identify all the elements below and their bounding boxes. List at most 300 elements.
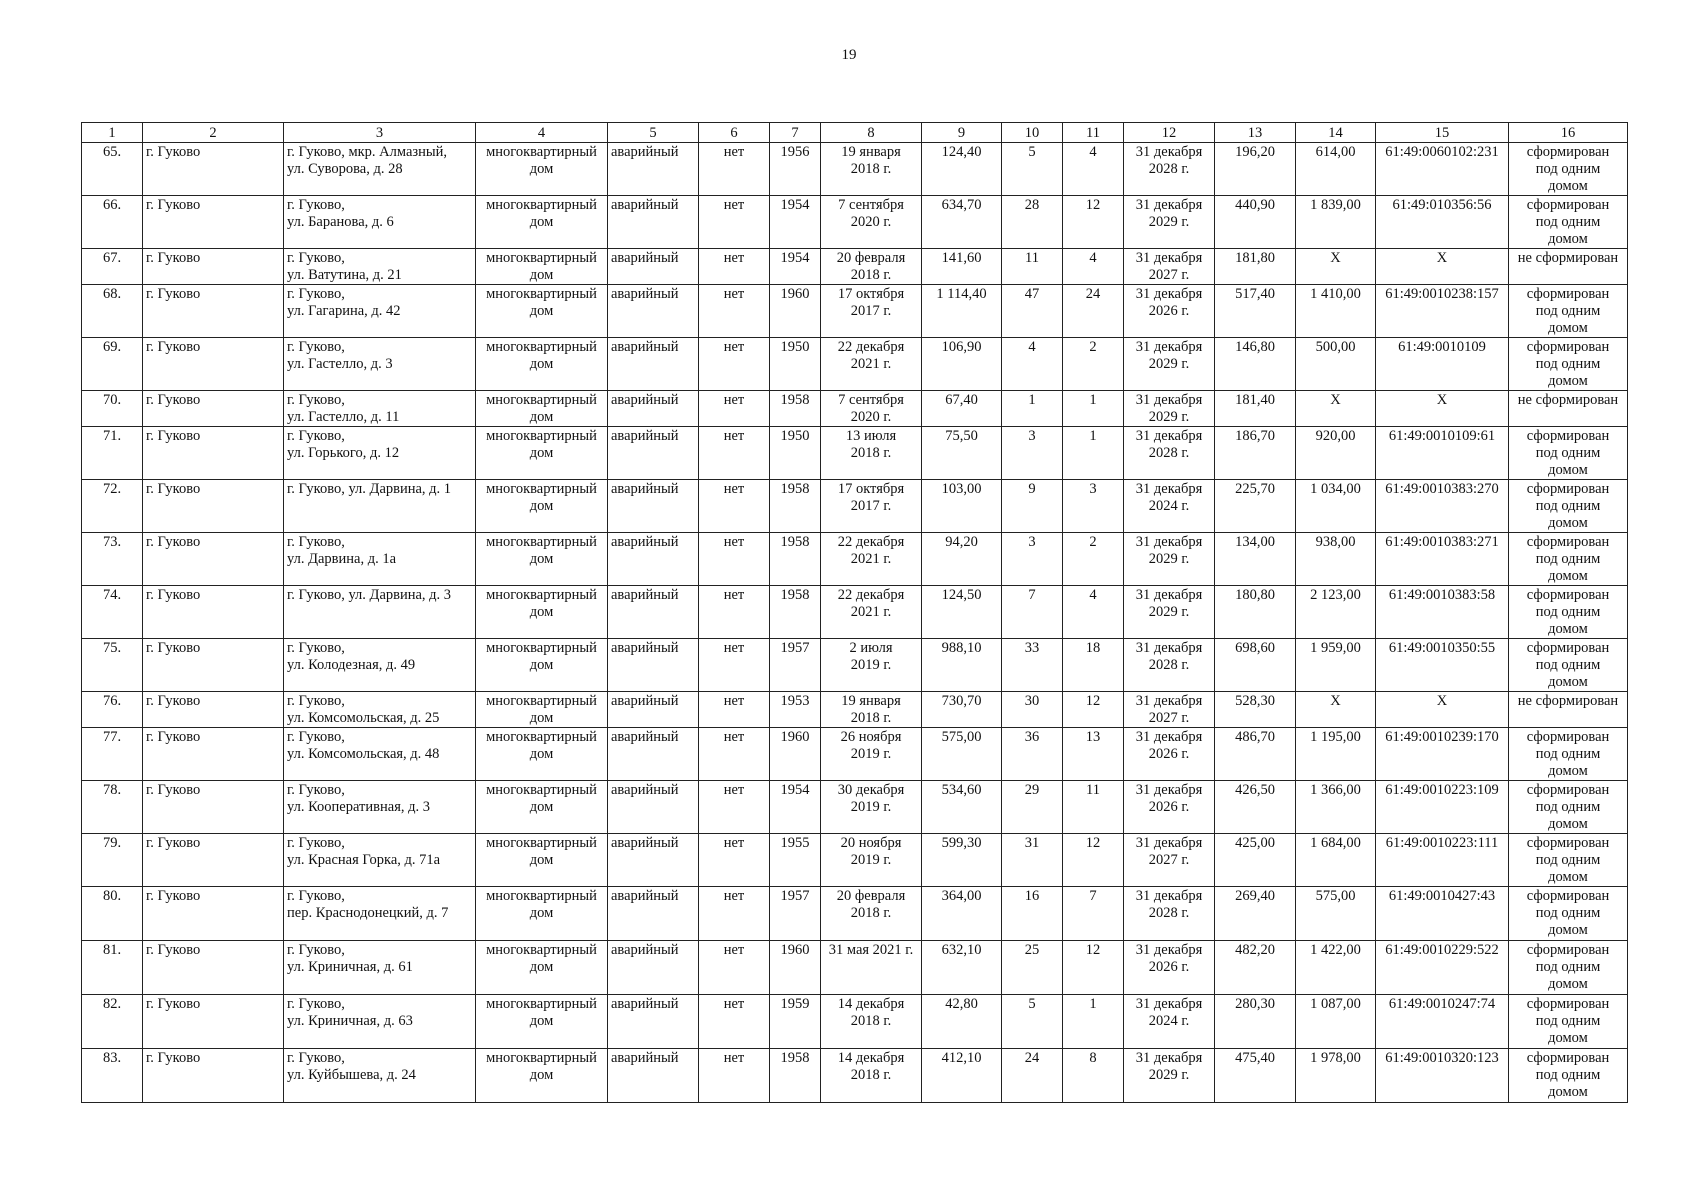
land-status-cell-line: сформирован bbox=[1526, 640, 1610, 656]
resettlement-deadline-cell-line: 2027 г. bbox=[1148, 710, 1190, 726]
col14-cell: 1 422,00 bbox=[1296, 941, 1376, 995]
land-status-cell-line: сформирован bbox=[1526, 481, 1610, 497]
building-type-cell-line: многоквартирный bbox=[486, 144, 597, 160]
municipality-cell: г. Гуково bbox=[143, 941, 284, 995]
building-type-cell-line: дом bbox=[529, 267, 554, 283]
col14-cell: 1 034,00 bbox=[1296, 480, 1376, 533]
condition-cell: аварийный bbox=[608, 338, 699, 391]
year-cell: 1958 bbox=[770, 480, 821, 533]
table-row bbox=[82, 639, 1628, 692]
land-status-cell-line: под одним bbox=[1535, 959, 1601, 975]
address-cell bbox=[284, 692, 476, 728]
resettlement-deadline-cell bbox=[1124, 196, 1215, 249]
building-type-cell bbox=[476, 639, 608, 692]
building-type-cell-line: многоквартирный bbox=[486, 481, 597, 497]
table-row bbox=[82, 285, 1628, 338]
col13-cell: 196,20 bbox=[1215, 143, 1296, 196]
recognition-date-cell-line: 19 января bbox=[841, 693, 901, 709]
resettlement-deadline-cell-line: 2027 г. bbox=[1148, 852, 1190, 868]
row-number: 71. bbox=[82, 427, 143, 480]
recognition-date-cell-line: 2019 г. bbox=[850, 746, 892, 762]
recognition-date-cell bbox=[821, 941, 922, 995]
resettlement-deadline-cell-line: 31 декабря bbox=[1135, 888, 1203, 904]
table-row bbox=[82, 995, 1628, 1049]
row-number: 82. bbox=[82, 995, 143, 1049]
cadastral-number-cell: 61:49:0010383:58 bbox=[1376, 586, 1509, 639]
col13-cell: 186,70 bbox=[1215, 427, 1296, 480]
building-type-cell-line: дом bbox=[529, 161, 554, 177]
address-cell bbox=[284, 887, 476, 941]
resettlement-deadline-cell bbox=[1124, 249, 1215, 285]
building-type-cell bbox=[476, 728, 608, 781]
recognition-date-cell bbox=[821, 427, 922, 480]
resettlement-deadline-cell-line: 31 декабря bbox=[1135, 392, 1203, 408]
col10-cell: 47 bbox=[1002, 285, 1063, 338]
municipality-cell: г. Гуково bbox=[143, 781, 284, 834]
building-type-cell-line: дом bbox=[529, 1013, 554, 1029]
land-status-cell-line: домом bbox=[1548, 1084, 1588, 1100]
year-cell: 1950 bbox=[770, 427, 821, 480]
resettlement-deadline-cell bbox=[1124, 1049, 1215, 1103]
address-cell-line: г. Гуково, bbox=[287, 428, 345, 444]
building-type-cell-line: дом bbox=[529, 710, 554, 726]
building-type-cell-line: дом bbox=[529, 604, 554, 620]
building-type-cell bbox=[476, 781, 608, 834]
recognition-date-cell-line: 2019 г. bbox=[850, 657, 892, 673]
building-type-cell-line: многоквартирный bbox=[486, 693, 597, 709]
land-status-cell bbox=[1509, 834, 1628, 887]
recognition-date-cell-line: 2018 г. bbox=[850, 1013, 892, 1029]
land-status-cell-line: домом bbox=[1548, 462, 1588, 478]
building-type-cell-line: многоквартирный bbox=[486, 392, 597, 408]
column-header: 10 bbox=[1002, 123, 1063, 143]
row-number: 65. bbox=[82, 143, 143, 196]
column-header: 14 bbox=[1296, 123, 1376, 143]
land-status-cell-line: сформирован bbox=[1526, 286, 1610, 302]
recognition-date-cell-line: 20 февраля bbox=[836, 888, 906, 904]
recognition-date-cell-line: 7 сентября bbox=[838, 392, 904, 408]
municipality-cell: г. Гуково bbox=[143, 692, 284, 728]
recognition-date-cell bbox=[821, 728, 922, 781]
building-type-cell-line: дом bbox=[529, 409, 554, 425]
year-cell: 1955 bbox=[770, 834, 821, 887]
resettlement-deadline-cell bbox=[1124, 338, 1215, 391]
recognition-date-cell-line: 19 января bbox=[841, 144, 901, 160]
column-header: 9 bbox=[922, 123, 1002, 143]
col6-cell: нет bbox=[699, 887, 770, 941]
address-cell-line: г. Гуково, bbox=[287, 392, 345, 408]
land-status-cell-line: сформирован bbox=[1526, 996, 1610, 1012]
land-status-cell bbox=[1509, 995, 1628, 1049]
address-cell-line: г. Гуково, bbox=[287, 942, 345, 958]
area-cell: 42,80 bbox=[922, 995, 1002, 1049]
col14-cell: X bbox=[1296, 692, 1376, 728]
land-status-cell-line: под одним bbox=[1535, 852, 1601, 868]
col13-cell: 146,80 bbox=[1215, 338, 1296, 391]
condition-cell: аварийный bbox=[608, 781, 699, 834]
resettlement-deadline-cell-line: 31 декабря bbox=[1135, 587, 1203, 603]
address-cell-line: г. Гуково, bbox=[287, 782, 345, 798]
table-row bbox=[82, 480, 1628, 533]
resettlement-deadline-cell-line: 2028 г. bbox=[1148, 445, 1190, 461]
land-status-cell bbox=[1509, 941, 1628, 995]
building-type-cell-line: многоквартирный bbox=[486, 942, 597, 958]
building-type-cell-line: дом bbox=[529, 303, 554, 319]
recognition-date-cell-line: 22 декабря bbox=[837, 587, 905, 603]
year-cell: 1960 bbox=[770, 285, 821, 338]
recognition-date-cell-line: 2 июля bbox=[849, 640, 893, 656]
resettlement-deadline-cell-line: 31 декабря bbox=[1135, 481, 1203, 497]
col10-cell: 11 bbox=[1002, 249, 1063, 285]
housing-registry-table bbox=[81, 122, 1628, 1103]
building-type-cell bbox=[476, 887, 608, 941]
land-status-cell-line: не сформирован bbox=[1517, 693, 1619, 709]
resettlement-deadline-cell-line: 31 декабря bbox=[1135, 1050, 1203, 1066]
year-cell: 1957 bbox=[770, 887, 821, 941]
resettlement-deadline-cell-line: 31 декабря bbox=[1135, 197, 1203, 213]
col6-cell: нет bbox=[699, 196, 770, 249]
col11-cell: 2 bbox=[1063, 533, 1124, 586]
building-type-cell-line: дом bbox=[529, 445, 554, 461]
address-cell bbox=[284, 533, 476, 586]
recognition-date-cell-line: 2017 г. bbox=[850, 498, 892, 514]
resettlement-deadline-cell bbox=[1124, 143, 1215, 196]
col13-cell: 134,00 bbox=[1215, 533, 1296, 586]
resettlement-deadline-cell-line: 2029 г. bbox=[1148, 356, 1190, 372]
resettlement-deadline-cell-line: 2026 г. bbox=[1148, 959, 1190, 975]
col11-cell: 12 bbox=[1063, 692, 1124, 728]
col14-cell: 500,00 bbox=[1296, 338, 1376, 391]
building-type-cell-line: многоквартирный bbox=[486, 197, 597, 213]
resettlement-deadline-cell-line: 2027 г. bbox=[1148, 267, 1190, 283]
address-cell-line: г. Гуково, ул. Дарвина, д. 3 bbox=[287, 587, 452, 603]
address-cell-line: ул. Суворова, д. 28 bbox=[287, 161, 403, 177]
col11-cell: 12 bbox=[1063, 834, 1124, 887]
row-number: 76. bbox=[82, 692, 143, 728]
address-cell bbox=[284, 834, 476, 887]
land-status-cell bbox=[1509, 639, 1628, 692]
column-header: 6 bbox=[699, 123, 770, 143]
recognition-date-cell bbox=[821, 1049, 922, 1103]
municipality-cell: г. Гуково bbox=[143, 480, 284, 533]
row-number: 77. bbox=[82, 728, 143, 781]
land-status-cell-line: домом bbox=[1548, 1030, 1588, 1046]
recognition-date-cell bbox=[821, 586, 922, 639]
resettlement-deadline-cell-line: 31 декабря bbox=[1135, 640, 1203, 656]
recognition-date-cell-line: 22 декабря bbox=[837, 339, 905, 355]
table-row bbox=[82, 196, 1628, 249]
col13-cell: 225,70 bbox=[1215, 480, 1296, 533]
address-cell bbox=[284, 781, 476, 834]
recognition-date-cell-line: 14 декабря bbox=[837, 1050, 905, 1066]
table-body bbox=[82, 143, 1628, 1103]
resettlement-deadline-cell-line: 31 декабря bbox=[1135, 144, 1203, 160]
condition-cell: аварийный bbox=[608, 427, 699, 480]
area-cell: 988,10 bbox=[922, 639, 1002, 692]
condition-cell: аварийный bbox=[608, 995, 699, 1049]
building-type-cell-line: дом bbox=[529, 905, 554, 921]
col14-cell: 614,00 bbox=[1296, 143, 1376, 196]
resettlement-deadline-cell-line: 2024 г. bbox=[1148, 1013, 1190, 1029]
land-status-cell-line: сформирован bbox=[1526, 888, 1610, 904]
building-type-cell-line: многоквартирный bbox=[486, 888, 597, 904]
land-status-cell-line: домом bbox=[1548, 976, 1588, 992]
building-type-cell bbox=[476, 692, 608, 728]
col13-cell: 181,80 bbox=[1215, 249, 1296, 285]
resettlement-deadline-cell bbox=[1124, 728, 1215, 781]
land-status-cell-line: домом bbox=[1548, 763, 1588, 779]
building-type-cell-line: многоквартирный bbox=[486, 286, 597, 302]
col11-cell: 12 bbox=[1063, 941, 1124, 995]
recognition-date-cell-line: 2020 г. bbox=[850, 214, 892, 230]
resettlement-deadline-cell bbox=[1124, 941, 1215, 995]
building-type-cell bbox=[476, 480, 608, 533]
land-status-cell-line: домом bbox=[1548, 515, 1588, 531]
area-cell: 124,40 bbox=[922, 143, 1002, 196]
resettlement-deadline-cell-line: 31 декабря bbox=[1135, 693, 1203, 709]
land-status-cell-line: сформирован bbox=[1526, 144, 1610, 160]
municipality-cell: г. Гуково bbox=[143, 887, 284, 941]
condition-cell: аварийный bbox=[608, 1049, 699, 1103]
cadastral-number-cell: X bbox=[1376, 249, 1509, 285]
area-cell: 364,00 bbox=[922, 887, 1002, 941]
building-type-cell-line: многоквартирный bbox=[486, 640, 597, 656]
building-type-cell bbox=[476, 533, 608, 586]
col14-cell: 1 978,00 bbox=[1296, 1049, 1376, 1103]
land-status-cell-line: домом bbox=[1548, 674, 1588, 690]
table-row bbox=[82, 692, 1628, 728]
col14-cell: 1 087,00 bbox=[1296, 995, 1376, 1049]
col13-cell: 280,30 bbox=[1215, 995, 1296, 1049]
row-number: 81. bbox=[82, 941, 143, 995]
col10-cell: 16 bbox=[1002, 887, 1063, 941]
address-cell bbox=[284, 196, 476, 249]
col11-cell: 24 bbox=[1063, 285, 1124, 338]
address-cell bbox=[284, 728, 476, 781]
recognition-date-cell bbox=[821, 249, 922, 285]
col10-cell: 3 bbox=[1002, 533, 1063, 586]
land-status-cell-line: домом bbox=[1548, 231, 1588, 247]
col6-cell: нет bbox=[699, 995, 770, 1049]
land-status-cell bbox=[1509, 427, 1628, 480]
recognition-date-cell bbox=[821, 285, 922, 338]
condition-cell: аварийный bbox=[608, 533, 699, 586]
land-status-cell-line: под одним bbox=[1535, 905, 1601, 921]
resettlement-deadline-cell-line: 31 декабря bbox=[1135, 942, 1203, 958]
address-cell-line: г. Гуково, bbox=[287, 640, 345, 656]
building-type-cell bbox=[476, 249, 608, 285]
row-number: 83. bbox=[82, 1049, 143, 1103]
col10-cell: 4 bbox=[1002, 338, 1063, 391]
col14-cell: 1 839,00 bbox=[1296, 196, 1376, 249]
land-status-cell bbox=[1509, 533, 1628, 586]
col14-cell: 920,00 bbox=[1296, 427, 1376, 480]
col6-cell: нет bbox=[699, 249, 770, 285]
land-status-cell-line: под одним bbox=[1535, 1013, 1601, 1029]
municipality-cell: г. Гуково bbox=[143, 995, 284, 1049]
cadastral-number-cell: 61:49:0010109 bbox=[1376, 338, 1509, 391]
municipality-cell: г. Гуково bbox=[143, 249, 284, 285]
cadastral-number-cell: 61:49:0010350:55 bbox=[1376, 639, 1509, 692]
resettlement-deadline-cell-line: 31 декабря bbox=[1135, 286, 1203, 302]
col13-cell: 517,40 bbox=[1215, 285, 1296, 338]
area-cell: 634,70 bbox=[922, 196, 1002, 249]
recognition-date-cell-line: 2017 г. bbox=[850, 303, 892, 319]
col11-cell: 4 bbox=[1063, 249, 1124, 285]
recognition-date-cell-line: 20 февраля bbox=[836, 250, 906, 266]
table-row bbox=[82, 338, 1628, 391]
land-status-cell bbox=[1509, 692, 1628, 728]
address-cell-line: г. Гуково, bbox=[287, 835, 345, 851]
col14-cell: 1 410,00 bbox=[1296, 285, 1376, 338]
row-number: 79. bbox=[82, 834, 143, 887]
col14-cell: 938,00 bbox=[1296, 533, 1376, 586]
recognition-date-cell bbox=[821, 480, 922, 533]
address-cell-line: ул. Гагарина, д. 42 bbox=[287, 303, 401, 319]
municipality-cell: г. Гуково bbox=[143, 834, 284, 887]
building-type-cell bbox=[476, 427, 608, 480]
area-cell: 599,30 bbox=[922, 834, 1002, 887]
resettlement-deadline-cell bbox=[1124, 995, 1215, 1049]
land-status-cell-line: не сформирован bbox=[1517, 250, 1619, 266]
land-status-cell-line: домом bbox=[1548, 373, 1588, 389]
recognition-date-cell bbox=[821, 196, 922, 249]
address-cell bbox=[284, 480, 476, 533]
land-status-cell bbox=[1509, 1049, 1628, 1103]
building-type-cell bbox=[476, 995, 608, 1049]
address-cell bbox=[284, 941, 476, 995]
col6-cell: нет bbox=[699, 639, 770, 692]
col10-cell: 25 bbox=[1002, 941, 1063, 995]
column-header: 5 bbox=[608, 123, 699, 143]
address-cell-line: г. Гуково, bbox=[287, 729, 345, 745]
cadastral-number-cell: 61:49:0010320:123 bbox=[1376, 1049, 1509, 1103]
recognition-date-cell bbox=[821, 995, 922, 1049]
recognition-date-cell-line: 2021 г. bbox=[850, 551, 892, 567]
address-cell-line: ул. Горького, д. 12 bbox=[287, 445, 400, 461]
table-row bbox=[82, 533, 1628, 586]
row-number: 80. bbox=[82, 887, 143, 941]
area-cell: 632,10 bbox=[922, 941, 1002, 995]
address-cell-line: ул. Красная Горка, д. 71а bbox=[287, 852, 441, 868]
resettlement-deadline-cell-line: 31 декабря bbox=[1135, 996, 1203, 1012]
col13-cell: 426,50 bbox=[1215, 781, 1296, 834]
resettlement-deadline-cell-line: 2026 г. bbox=[1148, 746, 1190, 762]
condition-cell: аварийный bbox=[608, 728, 699, 781]
col11-cell: 3 bbox=[1063, 480, 1124, 533]
address-cell-line: г. Гуково, ул. Дарвина, д. 1 bbox=[287, 481, 452, 497]
col13-cell: 698,60 bbox=[1215, 639, 1296, 692]
address-cell-line: ул. Колодезная, д. 49 bbox=[287, 657, 416, 673]
resettlement-deadline-cell bbox=[1124, 692, 1215, 728]
column-header: 15 bbox=[1376, 123, 1509, 143]
land-status-cell-line: под одним bbox=[1535, 214, 1601, 230]
col11-cell: 1 bbox=[1063, 427, 1124, 480]
col10-cell: 5 bbox=[1002, 143, 1063, 196]
land-status-cell-line: под одним bbox=[1535, 303, 1601, 319]
table-row bbox=[82, 427, 1628, 480]
recognition-date-cell-line: 2020 г. bbox=[850, 409, 892, 425]
building-type-cell-line: многоквартирный bbox=[486, 729, 597, 745]
row-number: 75. bbox=[82, 639, 143, 692]
year-cell: 1958 bbox=[770, 533, 821, 586]
resettlement-deadline-cell-line: 2028 г. bbox=[1148, 161, 1190, 177]
col11-cell: 4 bbox=[1063, 143, 1124, 196]
recognition-date-cell-line: 13 июля bbox=[845, 428, 897, 444]
col6-cell: нет bbox=[699, 480, 770, 533]
land-status-cell-line: сформирован bbox=[1526, 729, 1610, 745]
address-cell-line: г. Гуково, bbox=[287, 996, 345, 1012]
row-number: 73. bbox=[82, 533, 143, 586]
year-cell: 1953 bbox=[770, 692, 821, 728]
col14-cell: 1 366,00 bbox=[1296, 781, 1376, 834]
col13-cell: 475,40 bbox=[1215, 1049, 1296, 1103]
col14-cell: 575,00 bbox=[1296, 887, 1376, 941]
area-cell: 412,10 bbox=[922, 1049, 1002, 1103]
recognition-date-cell-line: 2019 г. bbox=[850, 799, 892, 815]
area-cell: 67,40 bbox=[922, 391, 1002, 427]
row-number: 72. bbox=[82, 480, 143, 533]
land-status-cell bbox=[1509, 391, 1628, 427]
column-header: 3 bbox=[284, 123, 476, 143]
land-status-cell-line: домом bbox=[1548, 869, 1588, 885]
resettlement-deadline-cell bbox=[1124, 533, 1215, 586]
address-cell-line: г. Гуково, bbox=[287, 534, 345, 550]
resettlement-deadline-cell bbox=[1124, 427, 1215, 480]
resettlement-deadline-cell bbox=[1124, 781, 1215, 834]
recognition-date-cell-line: 2019 г. bbox=[850, 852, 892, 868]
building-type-cell-line: дом bbox=[529, 498, 554, 514]
table-row bbox=[82, 941, 1628, 995]
land-status-cell-line: домом bbox=[1548, 816, 1588, 832]
col6-cell: нет bbox=[699, 391, 770, 427]
recognition-date-cell-line: 2018 г. bbox=[850, 161, 892, 177]
col6-cell: нет bbox=[699, 728, 770, 781]
year-cell: 1950 bbox=[770, 338, 821, 391]
land-status-cell-line: сформирован bbox=[1526, 587, 1610, 603]
recognition-date-cell-line: 14 декабря bbox=[837, 996, 905, 1012]
col11-cell: 13 bbox=[1063, 728, 1124, 781]
address-cell bbox=[284, 1049, 476, 1103]
land-status-cell-line: сформирован bbox=[1526, 428, 1610, 444]
land-status-cell bbox=[1509, 249, 1628, 285]
land-status-cell-line: под одним bbox=[1535, 161, 1601, 177]
recognition-date-cell-line: 2018 г. bbox=[850, 710, 892, 726]
col10-cell: 1 bbox=[1002, 391, 1063, 427]
col10-cell: 33 bbox=[1002, 639, 1063, 692]
land-status-cell bbox=[1509, 480, 1628, 533]
resettlement-deadline-cell-line: 2028 г. bbox=[1148, 657, 1190, 673]
column-header: 11 bbox=[1063, 123, 1124, 143]
resettlement-deadline-cell bbox=[1124, 285, 1215, 338]
col13-cell: 440,90 bbox=[1215, 196, 1296, 249]
area-cell: 124,50 bbox=[922, 586, 1002, 639]
address-cell bbox=[284, 143, 476, 196]
address-cell-line: ул. Гастелло, д. 11 bbox=[287, 409, 400, 425]
building-type-cell-line: многоквартирный bbox=[486, 250, 597, 266]
col11-cell: 2 bbox=[1063, 338, 1124, 391]
land-status-cell-line: сформирован bbox=[1526, 197, 1610, 213]
year-cell: 1957 bbox=[770, 639, 821, 692]
area-cell: 94,20 bbox=[922, 533, 1002, 586]
column-header: 13 bbox=[1215, 123, 1296, 143]
recognition-date-cell bbox=[821, 338, 922, 391]
building-type-cell-line: многоквартирный bbox=[486, 534, 597, 550]
land-status-cell-line: под одним bbox=[1535, 445, 1601, 461]
recognition-date-cell-line: 2018 г. bbox=[850, 445, 892, 461]
building-type-cell-line: дом bbox=[529, 1067, 554, 1083]
building-type-cell-line: дом bbox=[529, 852, 554, 868]
